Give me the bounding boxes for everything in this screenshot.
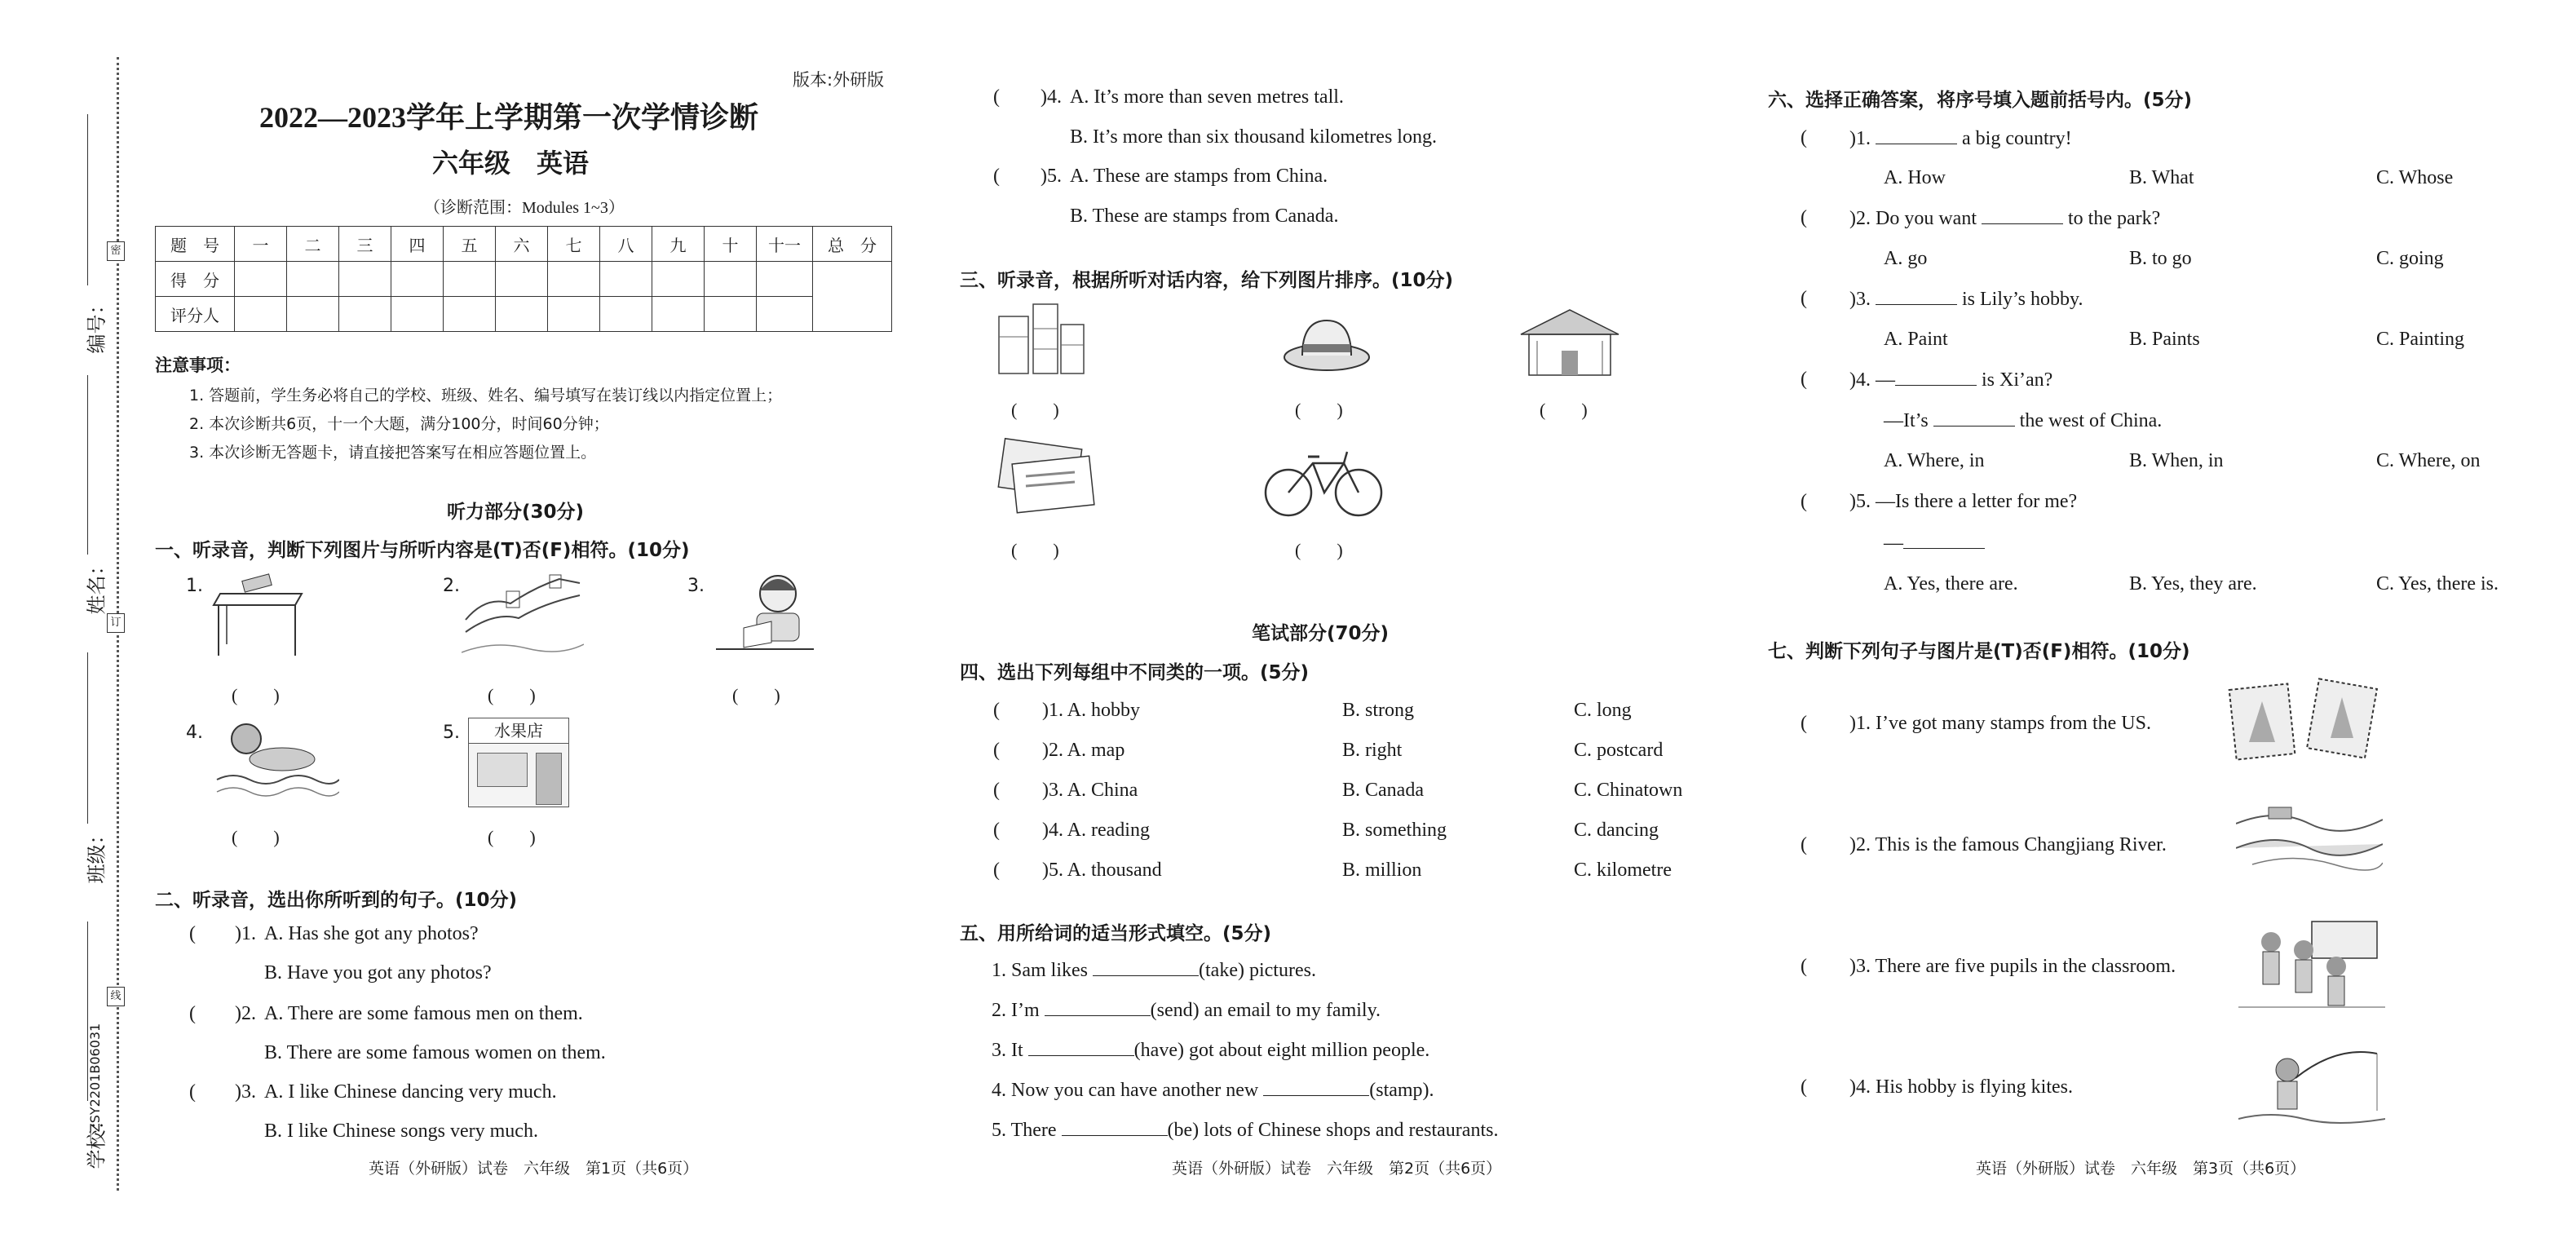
score-cell[interactable] xyxy=(496,262,548,297)
page-3-footer: 英语（外研版）试卷 六年级 第3页（共6页） xyxy=(1976,1160,2306,1178)
section-2-title: 二、听录音，选出你所听到的句子。(10分) xyxy=(155,890,518,911)
answer-paren[interactable]: ( ) xyxy=(232,685,280,705)
listening-section-title: 听力部分(30分) xyxy=(447,502,585,523)
mc-question xyxy=(1849,207,2160,230)
great-wall-picture xyxy=(462,571,584,661)
version-label: 版本:外研版 xyxy=(793,70,885,90)
section-5-title: 五、用所给词的适当形式填空。(5分) xyxy=(960,923,1272,944)
answer-paren-open[interactable]: ( xyxy=(1801,956,1807,977)
question-number: )1. xyxy=(235,923,256,944)
paper-code: ZSY2201B06031 xyxy=(87,1023,104,1133)
score-table xyxy=(155,226,892,332)
answer-paren-open[interactable]: ( xyxy=(1801,491,1807,512)
section-4-title: 四、选出下列每组中不同类的一项。(5分) xyxy=(960,662,1310,683)
score-cell[interactable] xyxy=(600,262,652,297)
mc-question-line2 xyxy=(1884,409,2162,432)
section-6-title: 六、选择正确答案，将序号填入题前括号内。(5分) xyxy=(1768,90,2193,111)
option-c: C. Whose xyxy=(2376,167,2454,188)
grader-cell[interactable] xyxy=(235,297,287,332)
question-text: to the park? xyxy=(2067,208,2161,229)
mc-question-line2 xyxy=(1884,532,1985,555)
answer-paren[interactable]: ( ) xyxy=(1011,400,1059,420)
option-a: A. Yes, there are. xyxy=(1884,573,2018,594)
score-header-cell: 六 xyxy=(496,227,548,262)
answer-paren[interactable]: ( ) xyxy=(232,827,280,847)
question-text: Do you want xyxy=(1876,208,1977,229)
score-header-cell: 十一 xyxy=(757,227,813,262)
option-a: )2. A. map xyxy=(1042,740,1125,761)
page-1-footer: 英语（外研版）试卷 六年级 第1页（共6页） xyxy=(369,1160,699,1178)
blank-input[interactable] xyxy=(1028,1039,1134,1056)
answer-paren-open[interactable]: ( xyxy=(1801,834,1807,855)
fruit-shop-sign: 水果店 xyxy=(469,718,568,744)
answer-paren-open[interactable]: ( xyxy=(1801,127,1807,148)
tf-statement: )2. This is the famous Changjiang River. xyxy=(1849,834,2167,855)
blank-post: an email to my family. xyxy=(1204,1000,1381,1021)
blank-input[interactable] xyxy=(1045,999,1151,1016)
option-a: A. These are stamps from China. xyxy=(1070,166,1328,187)
answer-paren-open[interactable]: ( xyxy=(189,923,196,944)
score-cell[interactable] xyxy=(705,262,757,297)
school-label: 学校： xyxy=(85,1110,108,1169)
score-row-label: 评分人 xyxy=(156,297,235,332)
grader-cell[interactable] xyxy=(287,297,339,332)
river-picture xyxy=(2236,799,2383,881)
fill-blank-item xyxy=(992,959,1316,982)
score-cell[interactable] xyxy=(391,262,444,297)
blank-post: lots of Chinese shops and restaurants. xyxy=(1204,1120,1499,1141)
question-number: )1. xyxy=(1849,128,1871,149)
grader-cell[interactable] xyxy=(496,297,548,332)
score-header-cell: 十 xyxy=(705,227,757,262)
answer-paren-open[interactable]: ( xyxy=(1801,207,1807,228)
mc-question xyxy=(1849,127,2072,150)
option-a: A. Paint xyxy=(1884,329,1948,350)
option-b: B. Yes, they are. xyxy=(2129,573,2257,594)
blank-input[interactable] xyxy=(1876,127,1957,144)
score-header-cell: 七 xyxy=(548,227,600,262)
option-a: )1. A. hobby xyxy=(1042,700,1140,721)
tf-statement: )3. There are five pupils in the classroom. xyxy=(1849,956,2176,977)
score-cell[interactable] xyxy=(652,262,705,297)
answer-paren-open[interactable]: ( xyxy=(189,1003,196,1024)
answer-paren-open[interactable]: ( xyxy=(189,1081,196,1103)
answer-paren[interactable]: ( ) xyxy=(1540,400,1588,420)
option-a: A. There are some famous men on them. xyxy=(264,1003,583,1024)
section-1-title: 一、听录音，判断下列图片与所听内容是(T)否(F)相符。(10分) xyxy=(155,540,690,561)
option-c: C. kilometre xyxy=(1574,860,1672,881)
score-header-cell: 五 xyxy=(444,227,496,262)
fill-blank-item xyxy=(992,1039,1429,1062)
option-b: B. something xyxy=(1342,820,1447,841)
grader-cell[interactable] xyxy=(444,297,496,332)
score-cell[interactable] xyxy=(444,262,496,297)
blank-pre: 1. Sam likes xyxy=(992,960,1088,981)
option-b: B. I like Chinese songs very much. xyxy=(264,1120,538,1142)
answer-paren-open[interactable]: ( xyxy=(993,700,1000,721)
fill-blank-item xyxy=(992,999,1381,1022)
score-header-cell: 四 xyxy=(391,227,444,262)
answer-paren-open[interactable]: ( xyxy=(1801,369,1807,390)
option-c: C. Yes, there is. xyxy=(2376,573,2499,594)
pic-number: 4. xyxy=(186,723,203,743)
answer-paren[interactable]: ( ) xyxy=(1295,540,1343,560)
boy-reading-picture xyxy=(708,568,822,665)
blank-input[interactable] xyxy=(1982,207,2063,224)
blank-input[interactable] xyxy=(1933,409,2015,427)
option-b: B. strong xyxy=(1342,700,1415,721)
option-a: A. It’s more than seven metres tall. xyxy=(1070,86,1344,108)
option-a: )4. A. reading xyxy=(1042,820,1150,841)
blank-hint: (be) xyxy=(1167,1120,1200,1141)
section-7-title: 七、判断下列句子与图片是(T)否(F)相符。(10分) xyxy=(1768,641,2190,662)
question-text: —It’s xyxy=(1884,410,1929,431)
option-c: C. long xyxy=(1574,700,1632,721)
option-b: B. right xyxy=(1342,740,1403,761)
score-row-label: 得 分 xyxy=(156,262,235,297)
option-a: A. Has she got any photos? xyxy=(264,923,479,944)
option-c: C. dancing xyxy=(1574,820,1659,841)
question-number: )4. xyxy=(1849,369,1871,391)
question-number: )3. xyxy=(1849,289,1871,310)
answer-paren-open[interactable]: ( xyxy=(993,740,1000,761)
grader-cell[interactable] xyxy=(652,297,705,332)
blank-input[interactable] xyxy=(1062,1119,1168,1136)
binding-mark-mi: 密 xyxy=(107,241,125,261)
score-header-cell: 三 xyxy=(339,227,391,262)
option-c: C. postcard xyxy=(1574,740,1664,761)
question-text: is Xi’an? xyxy=(1982,369,2053,391)
question-number: )4. xyxy=(1041,86,1062,108)
pic-number: 3. xyxy=(687,576,705,596)
answer-paren[interactable]: ( ) xyxy=(732,685,780,705)
answer-paren-open[interactable]: ( xyxy=(993,166,1000,187)
pic-number: 1. xyxy=(186,576,203,596)
answer-paren-open[interactable]: ( xyxy=(1801,288,1807,309)
section-3-title: 三、听录音，根据所听对话内容，给下列图片排序。(10分) xyxy=(960,270,1454,291)
score-header-cell: 二 xyxy=(287,227,339,262)
option-b: B. Paints xyxy=(2129,329,2200,350)
writing-section-title: 笔试部分(70分) xyxy=(1252,623,1390,644)
option-a: )5. A. thousand xyxy=(1042,860,1162,881)
option-b: B. Have you got any photos? xyxy=(264,962,492,983)
score-header-cell: 题 号 xyxy=(156,227,235,262)
exam-scope: （诊断范围：Modules 1~3） xyxy=(424,199,625,217)
stamps-picture xyxy=(2225,677,2388,767)
grader-cell[interactable] xyxy=(757,297,813,332)
answer-paren-open[interactable]: ( xyxy=(1801,1076,1807,1098)
option-c: C. Painting xyxy=(2376,329,2465,350)
question-number: )2. xyxy=(235,1003,256,1024)
total-score-cell[interactable] xyxy=(813,262,892,332)
note-item: 1. 答题前，学生务必将自己的学校、班级、姓名、编号填写在装订线以内指定位置上； xyxy=(189,387,783,404)
answer-paren-open[interactable]: ( xyxy=(993,780,1000,801)
question-number: )2. xyxy=(1849,208,1871,229)
pic-number: 5. xyxy=(443,723,460,743)
exam-subtitle: 六年级 英语 xyxy=(432,148,590,179)
score-cell[interactable] xyxy=(548,262,600,297)
question-number: )5. xyxy=(1849,491,1871,512)
blank-pre: 3. It xyxy=(992,1040,1023,1061)
fishing-boy-picture xyxy=(2238,1037,2385,1135)
score-cell[interactable] xyxy=(339,262,391,297)
class-write-line[interactable] xyxy=(87,652,88,824)
option-b: B. It’s more than six thousand kilometres long. xyxy=(1070,126,1437,148)
option-a: )3. A. China xyxy=(1042,780,1138,801)
grader-cell[interactable] xyxy=(391,297,444,332)
blank-input[interactable] xyxy=(1903,532,1985,549)
score-header-cell: 一 xyxy=(235,227,287,262)
page-2-footer: 英语（外研版）试卷 六年级 第2页（共6页） xyxy=(1172,1160,1502,1178)
score-cell[interactable] xyxy=(287,262,339,297)
blank-input[interactable] xyxy=(1895,369,1977,386)
blank-input[interactable] xyxy=(1093,959,1199,976)
blank-pre: 2. I’m xyxy=(992,1000,1040,1021)
answer-paren-open[interactable]: ( xyxy=(993,860,1000,881)
option-c: C. going xyxy=(2376,248,2444,269)
score-cell[interactable] xyxy=(757,262,813,297)
option-c: C. Where, on xyxy=(2376,450,2481,471)
option-b: B. When, in xyxy=(2129,450,2224,471)
bicycle-picture xyxy=(1262,439,1385,520)
option-b: B. Canada xyxy=(1342,780,1424,801)
blank-input[interactable] xyxy=(1263,1079,1369,1096)
question-text: — xyxy=(1876,369,1895,391)
mc-question xyxy=(1849,369,2052,391)
classroom-pupils-picture xyxy=(2238,917,2385,1011)
table-book-picture xyxy=(210,571,308,661)
binding-mark-xian: 线 xyxy=(107,987,125,1006)
score-header-cell: 九 xyxy=(652,227,705,262)
option-a: A. How xyxy=(1884,167,1946,188)
option-a: A. go xyxy=(1884,248,1928,269)
name-write-line[interactable] xyxy=(87,375,88,555)
answer-paren[interactable]: ( ) xyxy=(1011,540,1059,560)
notes-title: 注意事项： xyxy=(155,356,241,375)
binding-mark-ding: 订 xyxy=(107,613,125,633)
exam-title: 2022—2023学年上学期第一次学情诊断 xyxy=(259,101,759,134)
blank-post: got about eight million people. xyxy=(1188,1040,1430,1061)
grader-cell[interactable] xyxy=(600,297,652,332)
question-text: the west of China. xyxy=(2019,410,2163,431)
score-header-cell: 八 xyxy=(600,227,652,262)
number-label: 编号： xyxy=(85,294,108,354)
grader-cell[interactable] xyxy=(339,297,391,332)
question-text: —Is there a letter for me? xyxy=(1876,491,2078,512)
fill-blank-item xyxy=(992,1119,1498,1142)
fruit-shop-picture xyxy=(468,718,569,807)
answer-paren-open[interactable]: ( xyxy=(1801,713,1807,734)
option-a: A. I like Chinese dancing very much. xyxy=(264,1081,557,1103)
tf-statement: )1. I’ve got many stamps from the US. xyxy=(1849,713,2151,734)
mc-question xyxy=(1849,491,2077,513)
buildings-picture xyxy=(991,300,1089,382)
option-b: B. What xyxy=(2129,167,2194,188)
option-c: C. Chinatown xyxy=(1574,780,1683,801)
question-text: a big country! xyxy=(1962,128,2072,149)
score-header-cell: 总 分 xyxy=(813,227,892,262)
number-write-line[interactable] xyxy=(87,114,88,285)
note-item: 3. 本次诊断无答题卡，请直接把答案写在相应答题位置上。 xyxy=(189,444,597,462)
fill-blank-item xyxy=(992,1079,1434,1102)
answer-paren[interactable]: ( ) xyxy=(1295,400,1343,420)
blank-input[interactable] xyxy=(1876,288,1957,305)
name-label: 姓名： xyxy=(85,555,108,615)
option-b: B. million xyxy=(1342,860,1422,881)
grader-cell[interactable] xyxy=(548,297,600,332)
option-b: B. There are some famous women on them. xyxy=(264,1042,606,1063)
blank-hint: (take) xyxy=(1199,960,1244,981)
swimming-boy-picture xyxy=(209,714,339,804)
mc-question xyxy=(1849,288,2083,311)
question-number: )5. xyxy=(1041,166,1062,187)
answer-paren-open[interactable]: ( xyxy=(993,820,1000,841)
option-a: A. Where, in xyxy=(1884,450,1985,471)
postcards-picture xyxy=(993,435,1099,517)
palace-picture xyxy=(1513,302,1627,383)
blank-hint: (have) xyxy=(1133,1040,1184,1061)
tf-statement: )4. His hobby is flying kites. xyxy=(1849,1076,2073,1098)
score-cell[interactable] xyxy=(235,262,287,297)
blank-post: pictures. xyxy=(1248,960,1316,981)
blank-pre: 4. Now you can have another new xyxy=(992,1080,1259,1101)
hat-picture xyxy=(1282,308,1372,382)
blank-pre: 5. There xyxy=(992,1120,1057,1141)
pic-number: 2. xyxy=(443,576,460,596)
answer-paren[interactable]: ( ) xyxy=(488,827,536,847)
question-number: )3. xyxy=(235,1081,256,1103)
option-b: B. to go xyxy=(2129,248,2192,269)
grader-cell[interactable] xyxy=(705,297,757,332)
option-b: B. These are stamps from Canada. xyxy=(1070,206,1339,227)
class-label: 班级： xyxy=(85,824,108,884)
answer-paren-open[interactable]: ( xyxy=(993,86,1000,108)
blank-hint: (stamp). xyxy=(1369,1080,1434,1101)
note-item: 2. 本次诊断共6页，十一个大题，满分100分，时间60分钟； xyxy=(189,415,609,433)
answer-paren[interactable]: ( ) xyxy=(488,685,536,705)
blank-hint: (send) xyxy=(1150,1000,1200,1021)
question-text: is Lily’s hobby. xyxy=(1962,289,2083,310)
question-text: — xyxy=(1884,533,1903,554)
